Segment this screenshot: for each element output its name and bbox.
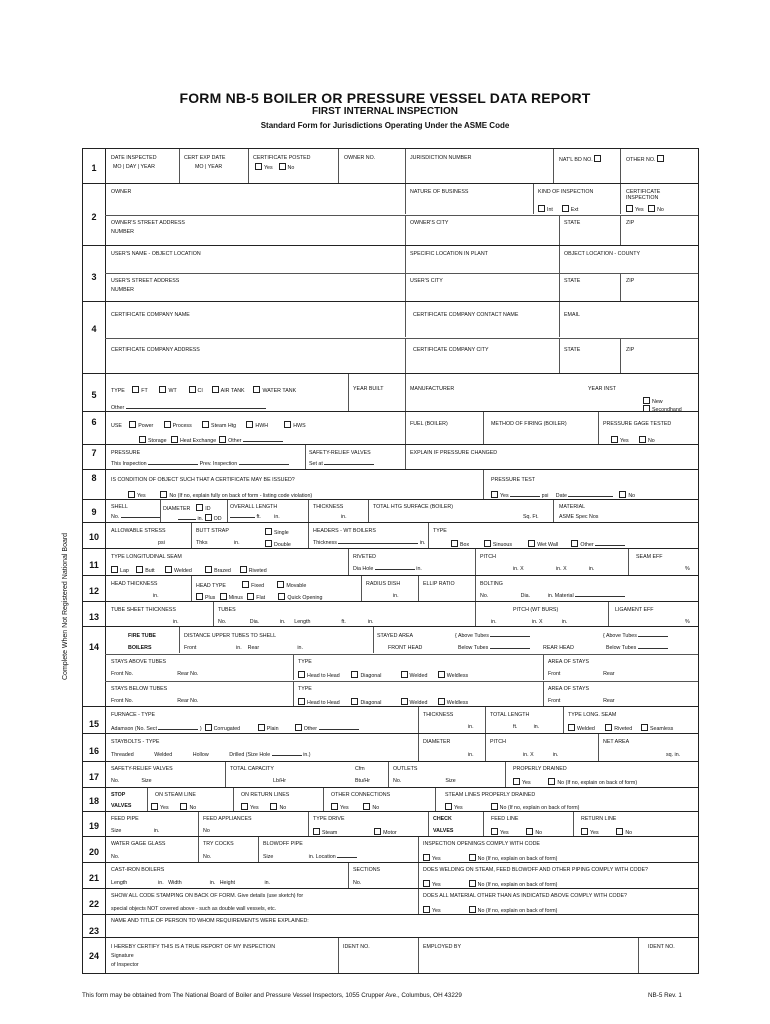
new-checkbox[interactable] [643, 397, 650, 404]
above-h2h-checkbox[interactable] [298, 671, 305, 678]
head-movable-checkbox[interactable] [277, 581, 284, 588]
below-h2h-checkbox[interactable] [298, 698, 305, 705]
seam-lap-checkbox[interactable] [111, 566, 118, 573]
seam-welded-checkbox[interactable] [165, 566, 172, 573]
section-14: 14 FIRE TUBE BOILERS DISTANCE UPPER TUBES TO SHELL Front in. Rear in. STAYED AREA FRONT HEAD { Above Tubes Below Tubes REAR HEAD { Above Tubes Below Tubes STAYS ABOVE TUBES Front No. Rear No. TYPE Head to Head Diagonal Welded Weldless AREA OF STAYS Front Rear STAYS BELOW TUBES Front No. Rear No. TYPE Head to Head Diagonal Welded Weldless AREA OF STAYS Front Rear [83, 626, 698, 706]
dia-id-checkbox[interactable] [196, 504, 203, 511]
ptest-yes-checkbox[interactable] [491, 491, 498, 498]
feedline-no-checkbox[interactable] [526, 828, 533, 835]
section-10: 10 ALLOWABLE STRESS psi BUTT STRAP Thks in. Single Double HEADERS - WT BOILERS Thickness in. TYPE Box Sinuous Wet Wall Other [83, 522, 698, 548]
dia-od-checkbox[interactable] [205, 514, 212, 521]
section-15: 15 FURNACE - TYPE Adamson (No. Sect ) Corrugated Plain Other THICKNESS in. TOTAL LENGTH ft. in. TYPE LONG. SEAM Welded Riveted Seamless [83, 706, 698, 733]
section-20: 20 WATER GAGE GLASS No. TRY COCKS No. BLOWOFF PIPE Size in. Location INSPECTION OPENINGS COMPLY WITH CODE Yes No (If no, explain on back of form) [83, 836, 698, 862]
section-13: 13 TUBE SHEET THICKNESS in. TUBES No. Dia. in. Length ft. in. PITCH (WT BURS) in. in. X in. LIGAMENT EFF % [83, 601, 698, 626]
use-hws-checkbox[interactable] [284, 421, 291, 428]
type-sinuous-checkbox[interactable] [484, 540, 491, 547]
cert-insp-yes-checkbox[interactable] [626, 205, 633, 212]
use-steam-checkbox[interactable] [202, 421, 209, 428]
head-flat-checkbox[interactable] [247, 593, 254, 600]
section-5: 5 TYPE FT WT CI AIR TANK WATER TANK Other YEAR BUILT MANUFACTURER YEAR INST New Secondhand [83, 373, 698, 411]
type-wt-checkbox[interactable] [159, 386, 166, 393]
form-title: FORM NB-5 BOILER OR PRESSURE VESSEL DATA REPORT [179, 90, 591, 106]
furnace-other-checkbox[interactable] [295, 724, 302, 731]
long-welded-checkbox[interactable] [568, 724, 575, 731]
section-17: 17 SAFETY-RELIEF VALVES No. Size TOTAL CAPACITY Lb/Hr Cfm Btu/Hr OUTLETS No. Size PROPERLY DRAINED Yes No (If no, explain on back of form) [83, 761, 698, 787]
head-quick-checkbox[interactable] [278, 593, 285, 600]
steam-drained-no-checkbox[interactable] [491, 803, 498, 810]
long-riveted-checkbox[interactable] [605, 724, 612, 731]
condition-no-checkbox[interactable] [160, 491, 167, 498]
type-water-checkbox[interactable] [253, 386, 260, 393]
section-24: 24 I HEREBY CERTIFY THIS IS A TRUE REPORT OF MY INSPECTION Signature of Inspector IDENT NO. EMPLOYED BY IDENT NO. [83, 937, 698, 973]
below-welded-checkbox[interactable] [401, 698, 408, 705]
type-other-checkbox[interactable] [571, 540, 578, 547]
furnace-plain-checkbox[interactable] [258, 724, 265, 731]
section-3: 3 USER'S NAME - OBJECT LOCATION SPECIFIC LOCATION IN PLANT OBJECT LOCATION - COUNTY USER'S STREET ADDRESS NUMBER USER'S CITY STATE ZIP [83, 245, 698, 301]
above-weldless-checkbox[interactable] [438, 671, 445, 678]
section-18: 18 STOP VALVES ON STEAM LINE Yes No ON RETURN LINES Yes No OTHER CONNECTIONS Yes No STEAM LINES PROPERLY DRAINED Yes No (If no, explain on back of form) [83, 787, 698, 811]
gage-no-checkbox[interactable] [639, 436, 646, 443]
type-ft-checkbox[interactable] [132, 386, 139, 393]
openings-yes-checkbox[interactable] [423, 854, 430, 861]
head-minus-checkbox[interactable] [220, 593, 227, 600]
drained-yes-checkbox[interactable] [513, 778, 520, 785]
footer-source: This form may be obtained from The National Board of Boiler and Pressure Vessel Inspectors, 1055 Crupper Ave., Columbus, OH 43229 [82, 992, 462, 999]
welding-yes-checkbox[interactable] [423, 880, 430, 887]
long-seamless-checkbox[interactable] [641, 724, 648, 731]
type-air-checkbox[interactable] [212, 386, 219, 393]
butt-double-checkbox[interactable] [265, 540, 272, 547]
type-wet-checkbox[interactable] [528, 540, 535, 547]
drive-motor-checkbox[interactable] [374, 828, 381, 835]
natl-bd-checkbox[interactable] [594, 155, 601, 162]
furnace-corrugated-checkbox[interactable] [205, 724, 212, 731]
condition-yes-checkbox[interactable] [128, 491, 135, 498]
section-21: 21 CAST-IRON BOILERS Length in. Width in. Height in. SECTIONS No. DOES WELDING ON STEAM, FEED BLOWOFF AND OTHER PIPING COMPLY WITH CODE? Yes No (If no, explain on back of form) [83, 862, 698, 888]
above-diag-checkbox[interactable] [351, 671, 358, 678]
stop-other-no-checkbox[interactable] [363, 803, 370, 810]
section-8: 8 IS CONDITION OF OBJECT SUCH THAT A CERTIFICATE MAY BE ISSUED? Yes No (If no, explain fully on back of form - listing code violation) PRESSURE TEST Yes psi Date No [83, 469, 698, 499]
use-other-checkbox[interactable] [219, 436, 226, 443]
use-hwh-checkbox[interactable] [246, 421, 253, 428]
below-diag-checkbox[interactable] [351, 698, 358, 705]
section-1: 1 DATE INSPECTED MO | DAY | YEAR CERT EXP DATE MO | YEAR CERTIFICATE POSTED Yes No OWNER NO. JURISDICTION NUMBER NAT'L BD NO. OTHER NO. [83, 149, 698, 183]
kind-ext-checkbox[interactable] [562, 205, 569, 212]
section-23: 23 NAME AND TITLE OF PERSON TO WHOM REQUIREMENTS WERE EXPLAINED: [83, 914, 698, 937]
gage-yes-checkbox[interactable] [611, 436, 618, 443]
seam-butt-checkbox[interactable] [136, 566, 143, 573]
cert-insp-no-checkbox[interactable] [648, 205, 655, 212]
head-fixed-checkbox[interactable] [242, 581, 249, 588]
section-2: 2 OWNER NATURE OF BUSINESS KIND OF INSPECTION Int Ext CERTIFICATE INSPECTION Yes No OWNER'S STREET ADDRESS NUMBER OWNER'S CITY STATE ZIP [83, 183, 698, 245]
section-6: 6 USE Power Process Steam Htg HWH HWS Storage Heat Exchange Other FUEL (BOILER) METHOD OF FIRING (BOILER) PRESSURE GAGE TESTED Yes No [83, 411, 698, 444]
steam-drained-yes-checkbox[interactable] [445, 803, 452, 810]
feedline-yes-checkbox[interactable] [491, 828, 498, 835]
material-no-checkbox[interactable] [469, 906, 476, 913]
section-22: 22 SHOW ALL CODE STAMPING ON BACK OF FORM. Give details (use sketch) for special objects NOT covered above - such as double wall vessels, etc. DOES ALL MATERIAL OTHER THAN AS INDICATED ABOVE COMPLY WITH CODE? Yes No (If no, explain on back of form) [83, 888, 698, 914]
type-box-checkbox[interactable] [451, 540, 458, 547]
section-16: 16 STAYBOLTS - TYPE Threaded Welded Hollow Drilled (Size Hole in.) DIAMETER in. PITCH in. X in. NET AREA sq. in. [83, 733, 698, 761]
ptest-no-checkbox[interactable] [619, 491, 626, 498]
stop-return-yes-checkbox[interactable] [241, 803, 248, 810]
section-11: 11 TYPE LONGITUDINAL SEAM Lap Butt Welded Brazed Riveted RIVETED Dia Hole in. PITCH in. X in. X in. SEAM EFF % [83, 548, 698, 575]
footer-revision: NB-5 Rev. 1 [648, 992, 682, 999]
butt-single-checkbox[interactable] [265, 528, 272, 535]
section-9: 9 SHELL No. DIAMETER ID in. OD OVERALL LENGTH ft. in. THICKNESS in. TOTAL HTG SURFACE (BOILER) Sq. Ft. MATERIAL ASME Spec Nos [83, 499, 698, 522]
data-report-form [82, 148, 699, 974]
openings-no-checkbox[interactable] [469, 854, 476, 861]
section-7: 7 PRESSURE This Inspection Prev. Inspection SAFETY-RELIEF VALVES Set at EXPLAIN IF PRESSURE CHANGED [83, 444, 698, 469]
drive-steam-checkbox[interactable] [313, 828, 320, 835]
cert-posted-no-checkbox[interactable] [279, 163, 286, 170]
section-12: 12 HEAD THICKNESS in. HEAD TYPE Fixed Movable Plus Minus Flat Quick Opening RADIUS DISH in. ELLIP RATIO BOLTING No. Dia. in. Material [83, 575, 698, 601]
type-ci-checkbox[interactable] [189, 386, 196, 393]
side-note: Complete When Not Registered National Board [62, 532, 69, 680]
drained-no-checkbox[interactable] [548, 778, 555, 785]
section-19: 19 FEED PIPE Size in. FEED APPLIANCES No TYPE DRIVE Steam Motor CHECK VALVES FEED LINE Yes No RETURN LINE Yes No [83, 811, 698, 836]
head-plus-checkbox[interactable] [196, 593, 203, 600]
seam-riveted-checkbox[interactable] [240, 566, 247, 573]
other-no-checkbox[interactable] [657, 155, 664, 162]
use-power-checkbox[interactable] [129, 421, 136, 428]
use-heat-checkbox[interactable] [171, 436, 178, 443]
kind-int-checkbox[interactable] [538, 205, 545, 212]
section-4: 4 CERTIFICATE COMPANY NAME CERTIFICATE COMPANY CONTACT NAME EMAIL CERTIFICATE COMPANY ADDRESS CERTIFICATE COMPANY CITY STATE ZIP [83, 301, 698, 373]
stop-steam-no-checkbox[interactable] [180, 803, 187, 810]
material-yes-checkbox[interactable] [423, 906, 430, 913]
returnline-no-checkbox[interactable] [616, 828, 623, 835]
stop-return-no-checkbox[interactable] [270, 803, 277, 810]
welding-no-checkbox[interactable] [469, 880, 476, 887]
below-weldless-checkbox[interactable] [438, 698, 445, 705]
seam-brazed-checkbox[interactable] [205, 566, 212, 573]
form-subtitle: FIRST INTERNAL INSPECTION [312, 106, 458, 117]
form-subtitle-2: Standard Form for Jurisdictions Operating Under the ASME Code [260, 121, 510, 130]
returnline-yes-checkbox[interactable] [581, 828, 588, 835]
use-storage-checkbox[interactable] [139, 436, 146, 443]
stop-steam-yes-checkbox[interactable] [151, 803, 158, 810]
above-welded-checkbox[interactable] [401, 671, 408, 678]
stop-other-yes-checkbox[interactable] [331, 803, 338, 810]
use-process-checkbox[interactable] [164, 421, 171, 428]
cert-posted-yes-checkbox[interactable] [255, 163, 262, 170]
